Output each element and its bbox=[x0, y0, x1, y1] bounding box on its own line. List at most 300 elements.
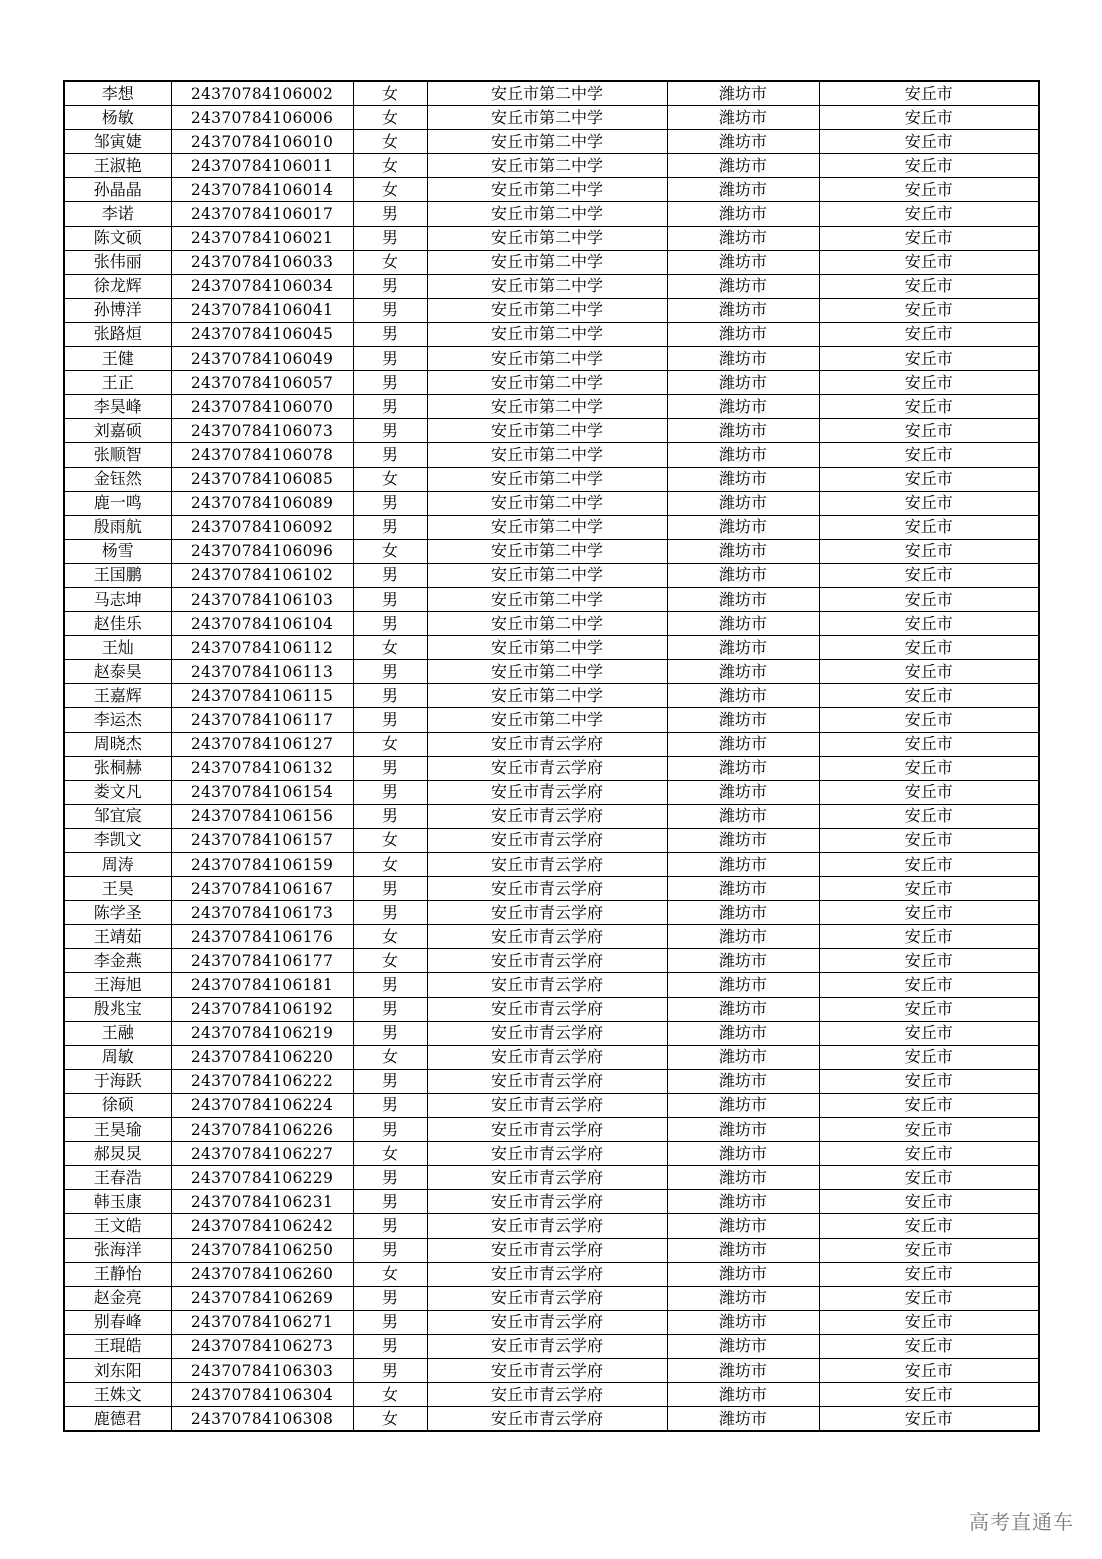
school-cell: 安丘市第二中学 bbox=[427, 660, 667, 684]
gender-cell: 男 bbox=[353, 1093, 427, 1117]
name-cell: 王春浩 bbox=[64, 1166, 171, 1190]
school-cell: 安丘市青云学府 bbox=[427, 1069, 667, 1093]
gender-cell: 女 bbox=[353, 250, 427, 274]
table-row bbox=[64, 347, 1039, 371]
candidate-id-cell: 24370784106273 bbox=[171, 1334, 353, 1358]
gender-cell: 男 bbox=[353, 660, 427, 684]
school-cell: 安丘市青云学府 bbox=[427, 973, 667, 997]
table-row bbox=[64, 491, 1039, 515]
county-cell: 安丘市 bbox=[819, 708, 1039, 732]
table-row bbox=[64, 1407, 1039, 1432]
name-cell: 王昊 bbox=[64, 877, 171, 901]
candidate-id-cell: 24370784106220 bbox=[171, 1045, 353, 1069]
school-cell: 安丘市青云学府 bbox=[427, 853, 667, 877]
gender-cell: 男 bbox=[353, 780, 427, 804]
name-cell: 徐龙辉 bbox=[64, 274, 171, 298]
gender-cell: 男 bbox=[353, 322, 427, 346]
table-row bbox=[64, 419, 1039, 443]
name-cell: 张海洋 bbox=[64, 1238, 171, 1262]
name-cell: 鹿一鸣 bbox=[64, 491, 171, 515]
city-cell: 潍坊市 bbox=[667, 491, 819, 515]
city-cell: 潍坊市 bbox=[667, 1093, 819, 1117]
city-cell: 潍坊市 bbox=[667, 828, 819, 852]
school-cell: 安丘市青云学府 bbox=[427, 1214, 667, 1238]
city-cell: 潍坊市 bbox=[667, 1118, 819, 1142]
name-cell: 周涛 bbox=[64, 853, 171, 877]
candidate-id-cell: 24370784106157 bbox=[171, 828, 353, 852]
candidate-id-cell: 24370784106132 bbox=[171, 756, 353, 780]
city-cell: 潍坊市 bbox=[667, 587, 819, 611]
candidate-id-cell: 24370784106070 bbox=[171, 395, 353, 419]
name-cell: 李诺 bbox=[64, 202, 171, 226]
gender-cell: 男 bbox=[353, 1166, 427, 1190]
gender-cell: 男 bbox=[353, 371, 427, 395]
school-cell: 安丘市第二中学 bbox=[427, 612, 667, 636]
school-cell: 安丘市第二中学 bbox=[427, 636, 667, 660]
name-cell: 王国鹏 bbox=[64, 563, 171, 587]
school-cell: 安丘市第二中学 bbox=[427, 708, 667, 732]
name-cell: 李昊峰 bbox=[64, 395, 171, 419]
table-row bbox=[64, 395, 1039, 419]
candidate-id-cell: 24370784106192 bbox=[171, 997, 353, 1021]
candidate-id-cell: 24370784106229 bbox=[171, 1166, 353, 1190]
candidate-id-cell: 24370784106103 bbox=[171, 587, 353, 611]
county-cell: 安丘市 bbox=[819, 732, 1039, 756]
name-cell: 邹宜宸 bbox=[64, 804, 171, 828]
table-row bbox=[64, 539, 1039, 563]
county-cell: 安丘市 bbox=[819, 1334, 1039, 1358]
gender-cell: 男 bbox=[353, 973, 427, 997]
city-cell: 潍坊市 bbox=[667, 467, 819, 491]
candidate-id-cell: 24370784106078 bbox=[171, 443, 353, 467]
table-row bbox=[64, 322, 1039, 346]
city-cell: 潍坊市 bbox=[667, 371, 819, 395]
candidate-id-cell: 24370784106308 bbox=[171, 1407, 353, 1432]
candidate-id-cell: 24370784106045 bbox=[171, 322, 353, 346]
gender-cell: 男 bbox=[353, 684, 427, 708]
city-cell: 潍坊市 bbox=[667, 684, 819, 708]
city-cell: 潍坊市 bbox=[667, 1045, 819, 1069]
city-cell: 潍坊市 bbox=[667, 612, 819, 636]
gender-cell: 男 bbox=[353, 804, 427, 828]
school-cell: 安丘市第二中学 bbox=[427, 250, 667, 274]
gender-cell: 男 bbox=[353, 1286, 427, 1310]
name-cell: 张顺智 bbox=[64, 443, 171, 467]
county-cell: 安丘市 bbox=[819, 106, 1039, 130]
table-row bbox=[64, 732, 1039, 756]
candidate-id-cell: 24370784106127 bbox=[171, 732, 353, 756]
county-cell: 安丘市 bbox=[819, 973, 1039, 997]
candidate-id-cell: 24370784106154 bbox=[171, 780, 353, 804]
county-cell: 安丘市 bbox=[819, 804, 1039, 828]
county-cell: 安丘市 bbox=[819, 1214, 1039, 1238]
candidate-id-cell: 24370784106156 bbox=[171, 804, 353, 828]
table-row bbox=[64, 1238, 1039, 1262]
name-cell: 于海跃 bbox=[64, 1069, 171, 1093]
name-cell: 赵佳乐 bbox=[64, 612, 171, 636]
city-cell: 潍坊市 bbox=[667, 973, 819, 997]
name-cell: 李凯文 bbox=[64, 828, 171, 852]
school-cell: 安丘市青云学府 bbox=[427, 828, 667, 852]
city-cell: 潍坊市 bbox=[667, 1190, 819, 1214]
candidate-id-cell: 24370784106014 bbox=[171, 178, 353, 202]
candidate-id-cell: 24370784106242 bbox=[171, 1214, 353, 1238]
gender-cell: 男 bbox=[353, 563, 427, 587]
table-row bbox=[64, 901, 1039, 925]
gender-cell: 女 bbox=[353, 1045, 427, 1069]
name-cell: 杨敏 bbox=[64, 106, 171, 130]
table-row bbox=[64, 828, 1039, 852]
city-cell: 潍坊市 bbox=[667, 154, 819, 178]
city-cell: 潍坊市 bbox=[667, 274, 819, 298]
school-cell: 安丘市第二中学 bbox=[427, 563, 667, 587]
table-row bbox=[64, 178, 1039, 202]
county-cell: 安丘市 bbox=[819, 1021, 1039, 1045]
name-cell: 王静怡 bbox=[64, 1262, 171, 1286]
school-cell: 安丘市青云学府 bbox=[427, 1334, 667, 1358]
city-cell: 潍坊市 bbox=[667, 443, 819, 467]
gender-cell: 男 bbox=[353, 298, 427, 322]
county-cell: 安丘市 bbox=[819, 395, 1039, 419]
county-cell: 安丘市 bbox=[819, 467, 1039, 491]
gender-cell: 女 bbox=[353, 1407, 427, 1432]
school-cell: 安丘市青云学府 bbox=[427, 925, 667, 949]
county-cell: 安丘市 bbox=[819, 901, 1039, 925]
gender-cell: 男 bbox=[353, 756, 427, 780]
county-cell: 安丘市 bbox=[819, 1045, 1039, 1069]
gender-cell: 男 bbox=[353, 443, 427, 467]
city-cell: 潍坊市 bbox=[667, 1310, 819, 1334]
table-row bbox=[64, 515, 1039, 539]
county-cell: 安丘市 bbox=[819, 828, 1039, 852]
gender-cell: 男 bbox=[353, 491, 427, 515]
table-row bbox=[64, 1045, 1039, 1069]
school-cell: 安丘市青云学府 bbox=[427, 1118, 667, 1142]
school-cell: 安丘市第二中学 bbox=[427, 322, 667, 346]
county-cell: 安丘市 bbox=[819, 1142, 1039, 1166]
table-row bbox=[64, 925, 1039, 949]
county-cell: 安丘市 bbox=[819, 1286, 1039, 1310]
candidate-id-cell: 24370784106010 bbox=[171, 130, 353, 154]
name-cell: 陈学圣 bbox=[64, 901, 171, 925]
gender-cell: 男 bbox=[353, 1358, 427, 1382]
school-cell: 安丘市第二中学 bbox=[427, 81, 667, 106]
table-row bbox=[64, 226, 1039, 250]
school-cell: 安丘市第二中学 bbox=[427, 202, 667, 226]
candidate-id-cell: 24370784106033 bbox=[171, 250, 353, 274]
table-row bbox=[64, 804, 1039, 828]
table-row bbox=[64, 1093, 1039, 1117]
name-cell: 殷兆宝 bbox=[64, 997, 171, 1021]
city-cell: 潍坊市 bbox=[667, 1334, 819, 1358]
county-cell: 安丘市 bbox=[819, 539, 1039, 563]
city-cell: 潍坊市 bbox=[667, 250, 819, 274]
county-cell: 安丘市 bbox=[819, 660, 1039, 684]
city-cell: 潍坊市 bbox=[667, 1383, 819, 1407]
school-cell: 安丘市青云学府 bbox=[427, 732, 667, 756]
county-cell: 安丘市 bbox=[819, 756, 1039, 780]
gender-cell: 女 bbox=[353, 178, 427, 202]
candidate-id-cell: 24370784106021 bbox=[171, 226, 353, 250]
candidate-id-cell: 24370784106002 bbox=[171, 81, 353, 106]
candidate-id-cell: 24370784106089 bbox=[171, 491, 353, 515]
table-row bbox=[64, 949, 1039, 973]
county-cell: 安丘市 bbox=[819, 587, 1039, 611]
name-cell: 孙博洋 bbox=[64, 298, 171, 322]
gender-cell: 女 bbox=[353, 1262, 427, 1286]
table-row bbox=[64, 1286, 1039, 1310]
name-cell: 孙晶晶 bbox=[64, 178, 171, 202]
gender-cell: 男 bbox=[353, 226, 427, 250]
table-row bbox=[64, 1142, 1039, 1166]
name-cell: 张路烜 bbox=[64, 322, 171, 346]
city-cell: 潍坊市 bbox=[667, 1286, 819, 1310]
name-cell: 金钰然 bbox=[64, 467, 171, 491]
table-row bbox=[64, 1214, 1039, 1238]
gender-cell: 男 bbox=[353, 877, 427, 901]
gender-cell: 男 bbox=[353, 1021, 427, 1045]
city-cell: 潍坊市 bbox=[667, 178, 819, 202]
county-cell: 安丘市 bbox=[819, 1190, 1039, 1214]
gender-cell: 男 bbox=[353, 1214, 427, 1238]
name-cell: 张桐赫 bbox=[64, 756, 171, 780]
table-row bbox=[64, 1190, 1039, 1214]
school-cell: 安丘市第二中学 bbox=[427, 539, 667, 563]
watermark-text: 高考直通车 bbox=[969, 1510, 1074, 1534]
school-cell: 安丘市第二中学 bbox=[427, 298, 667, 322]
candidate-id-cell: 24370784106219 bbox=[171, 1021, 353, 1045]
name-cell: 王健 bbox=[64, 347, 171, 371]
candidate-id-cell: 24370784106034 bbox=[171, 274, 353, 298]
county-cell: 安丘市 bbox=[819, 443, 1039, 467]
candidate-id-cell: 24370784106092 bbox=[171, 515, 353, 539]
school-cell: 安丘市青云学府 bbox=[427, 1407, 667, 1432]
name-cell: 王淑艳 bbox=[64, 154, 171, 178]
county-cell: 安丘市 bbox=[819, 636, 1039, 660]
table-row bbox=[64, 298, 1039, 322]
name-cell: 李想 bbox=[64, 81, 171, 106]
candidate-id-cell: 24370784106303 bbox=[171, 1358, 353, 1382]
school-cell: 安丘市青云学府 bbox=[427, 1310, 667, 1334]
county-cell: 安丘市 bbox=[819, 1093, 1039, 1117]
county-cell: 安丘市 bbox=[819, 949, 1039, 973]
city-cell: 潍坊市 bbox=[667, 1214, 819, 1238]
county-cell: 安丘市 bbox=[819, 298, 1039, 322]
gender-cell: 男 bbox=[353, 1118, 427, 1142]
table-row bbox=[64, 973, 1039, 997]
city-cell: 潍坊市 bbox=[667, 1407, 819, 1432]
table-row bbox=[64, 1069, 1039, 1093]
city-cell: 潍坊市 bbox=[667, 708, 819, 732]
city-cell: 潍坊市 bbox=[667, 1142, 819, 1166]
gender-cell: 男 bbox=[353, 347, 427, 371]
table-row bbox=[64, 587, 1039, 611]
candidate-id-cell: 24370784106226 bbox=[171, 1118, 353, 1142]
city-cell: 潍坊市 bbox=[667, 804, 819, 828]
table-row bbox=[64, 130, 1039, 154]
school-cell: 安丘市青云学府 bbox=[427, 1142, 667, 1166]
table-row bbox=[64, 684, 1039, 708]
school-cell: 安丘市第二中学 bbox=[427, 371, 667, 395]
school-cell: 安丘市第二中学 bbox=[427, 587, 667, 611]
city-cell: 潍坊市 bbox=[667, 1358, 819, 1382]
county-cell: 安丘市 bbox=[819, 154, 1039, 178]
table-row bbox=[64, 1166, 1039, 1190]
candidate-id-cell: 24370784106049 bbox=[171, 347, 353, 371]
school-cell: 安丘市第二中学 bbox=[427, 154, 667, 178]
candidate-id-cell: 24370784106227 bbox=[171, 1142, 353, 1166]
gender-cell: 男 bbox=[353, 395, 427, 419]
name-cell: 王姝文 bbox=[64, 1383, 171, 1407]
county-cell: 安丘市 bbox=[819, 563, 1039, 587]
school-cell: 安丘市青云学府 bbox=[427, 1045, 667, 1069]
name-cell: 周晓杰 bbox=[64, 732, 171, 756]
name-cell: 赵金亮 bbox=[64, 1286, 171, 1310]
school-cell: 安丘市第二中学 bbox=[427, 178, 667, 202]
name-cell: 王灿 bbox=[64, 636, 171, 660]
gender-cell: 男 bbox=[353, 1334, 427, 1358]
gender-cell: 男 bbox=[353, 202, 427, 226]
candidate-id-cell: 24370784106222 bbox=[171, 1069, 353, 1093]
name-cell: 王靖茹 bbox=[64, 925, 171, 949]
city-cell: 潍坊市 bbox=[667, 780, 819, 804]
county-cell: 安丘市 bbox=[819, 130, 1039, 154]
candidate-id-cell: 24370784106167 bbox=[171, 877, 353, 901]
name-cell: 王琨皓 bbox=[64, 1334, 171, 1358]
candidate-id-cell: 24370784106017 bbox=[171, 202, 353, 226]
name-cell: 周敏 bbox=[64, 1045, 171, 1069]
county-cell: 安丘市 bbox=[819, 322, 1039, 346]
name-cell: 赵泰昊 bbox=[64, 660, 171, 684]
table-row bbox=[64, 467, 1039, 491]
candidate-id-cell: 24370784106231 bbox=[171, 1190, 353, 1214]
table-row bbox=[64, 250, 1039, 274]
school-cell: 安丘市青云学府 bbox=[427, 1238, 667, 1262]
name-cell: 王昊瑜 bbox=[64, 1118, 171, 1142]
name-cell: 韩玉康 bbox=[64, 1190, 171, 1214]
school-cell: 安丘市青云学府 bbox=[427, 1262, 667, 1286]
candidate-id-cell: 24370784106073 bbox=[171, 419, 353, 443]
table-row bbox=[64, 636, 1039, 660]
table-row bbox=[64, 853, 1039, 877]
name-cell: 王海旭 bbox=[64, 973, 171, 997]
city-cell: 潍坊市 bbox=[667, 997, 819, 1021]
county-cell: 安丘市 bbox=[819, 1407, 1039, 1432]
school-cell: 安丘市青云学府 bbox=[427, 1286, 667, 1310]
school-cell: 安丘市青云学府 bbox=[427, 949, 667, 973]
city-cell: 潍坊市 bbox=[667, 395, 819, 419]
table-row bbox=[64, 708, 1039, 732]
gender-cell: 女 bbox=[353, 732, 427, 756]
county-cell: 安丘市 bbox=[819, 1358, 1039, 1382]
candidate-id-cell: 24370784106117 bbox=[171, 708, 353, 732]
gender-cell: 男 bbox=[353, 274, 427, 298]
gender-cell: 男 bbox=[353, 1238, 427, 1262]
city-cell: 潍坊市 bbox=[667, 563, 819, 587]
candidate-id-cell: 24370784106173 bbox=[171, 901, 353, 925]
county-cell: 安丘市 bbox=[819, 1166, 1039, 1190]
city-cell: 潍坊市 bbox=[667, 515, 819, 539]
table-row bbox=[64, 1262, 1039, 1286]
gender-cell: 女 bbox=[353, 1142, 427, 1166]
county-cell: 安丘市 bbox=[819, 780, 1039, 804]
school-cell: 安丘市青云学府 bbox=[427, 1166, 667, 1190]
name-cell: 马志坤 bbox=[64, 587, 171, 611]
candidate-id-cell: 24370784106011 bbox=[171, 154, 353, 178]
table-row bbox=[64, 1358, 1039, 1382]
gender-cell: 男 bbox=[353, 901, 427, 925]
name-cell: 鹿德君 bbox=[64, 1407, 171, 1432]
gender-cell: 男 bbox=[353, 1310, 427, 1334]
city-cell: 潍坊市 bbox=[667, 1166, 819, 1190]
city-cell: 潍坊市 bbox=[667, 226, 819, 250]
table-row bbox=[64, 154, 1039, 178]
name-cell: 陈文硕 bbox=[64, 226, 171, 250]
city-cell: 潍坊市 bbox=[667, 1238, 819, 1262]
name-cell: 刘东阳 bbox=[64, 1358, 171, 1382]
county-cell: 安丘市 bbox=[819, 515, 1039, 539]
city-cell: 潍坊市 bbox=[667, 1069, 819, 1093]
gender-cell: 男 bbox=[353, 997, 427, 1021]
city-cell: 潍坊市 bbox=[667, 1262, 819, 1286]
candidate-id-cell: 24370784106041 bbox=[171, 298, 353, 322]
gender-cell: 男 bbox=[353, 1190, 427, 1214]
county-cell: 安丘市 bbox=[819, 250, 1039, 274]
student-roster-table bbox=[63, 80, 1040, 1432]
table-row bbox=[64, 612, 1039, 636]
gender-cell: 男 bbox=[353, 708, 427, 732]
candidate-id-cell: 24370784106112 bbox=[171, 636, 353, 660]
school-cell: 安丘市第二中学 bbox=[427, 130, 667, 154]
city-cell: 潍坊市 bbox=[667, 732, 819, 756]
city-cell: 潍坊市 bbox=[667, 130, 819, 154]
county-cell: 安丘市 bbox=[819, 997, 1039, 1021]
school-cell: 安丘市第二中学 bbox=[427, 226, 667, 250]
name-cell: 王文皓 bbox=[64, 1214, 171, 1238]
school-cell: 安丘市青云学府 bbox=[427, 780, 667, 804]
name-cell: 郝炅炅 bbox=[64, 1142, 171, 1166]
table-row bbox=[64, 274, 1039, 298]
table-row bbox=[64, 756, 1039, 780]
county-cell: 安丘市 bbox=[819, 202, 1039, 226]
gender-cell: 女 bbox=[353, 925, 427, 949]
county-cell: 安丘市 bbox=[819, 925, 1039, 949]
candidate-id-cell: 24370784106085 bbox=[171, 467, 353, 491]
candidate-id-cell: 24370784106057 bbox=[171, 371, 353, 395]
gender-cell: 男 bbox=[353, 612, 427, 636]
school-cell: 安丘市青云学府 bbox=[427, 1383, 667, 1407]
city-cell: 潍坊市 bbox=[667, 81, 819, 106]
gender-cell: 女 bbox=[353, 853, 427, 877]
candidate-id-cell: 24370784106304 bbox=[171, 1383, 353, 1407]
city-cell: 潍坊市 bbox=[667, 636, 819, 660]
county-cell: 安丘市 bbox=[819, 178, 1039, 202]
name-cell: 娄文凡 bbox=[64, 780, 171, 804]
city-cell: 潍坊市 bbox=[667, 539, 819, 563]
table-row bbox=[64, 1118, 1039, 1142]
candidate-id-cell: 24370784106104 bbox=[171, 612, 353, 636]
city-cell: 潍坊市 bbox=[667, 949, 819, 973]
county-cell: 安丘市 bbox=[819, 877, 1039, 901]
school-cell: 安丘市青云学府 bbox=[427, 901, 667, 925]
county-cell: 安丘市 bbox=[819, 371, 1039, 395]
gender-cell: 女 bbox=[353, 106, 427, 130]
city-cell: 潍坊市 bbox=[667, 202, 819, 226]
candidate-id-cell: 24370784106177 bbox=[171, 949, 353, 973]
table-row bbox=[64, 443, 1039, 467]
county-cell: 安丘市 bbox=[819, 1069, 1039, 1093]
name-cell: 徐硕 bbox=[64, 1093, 171, 1117]
